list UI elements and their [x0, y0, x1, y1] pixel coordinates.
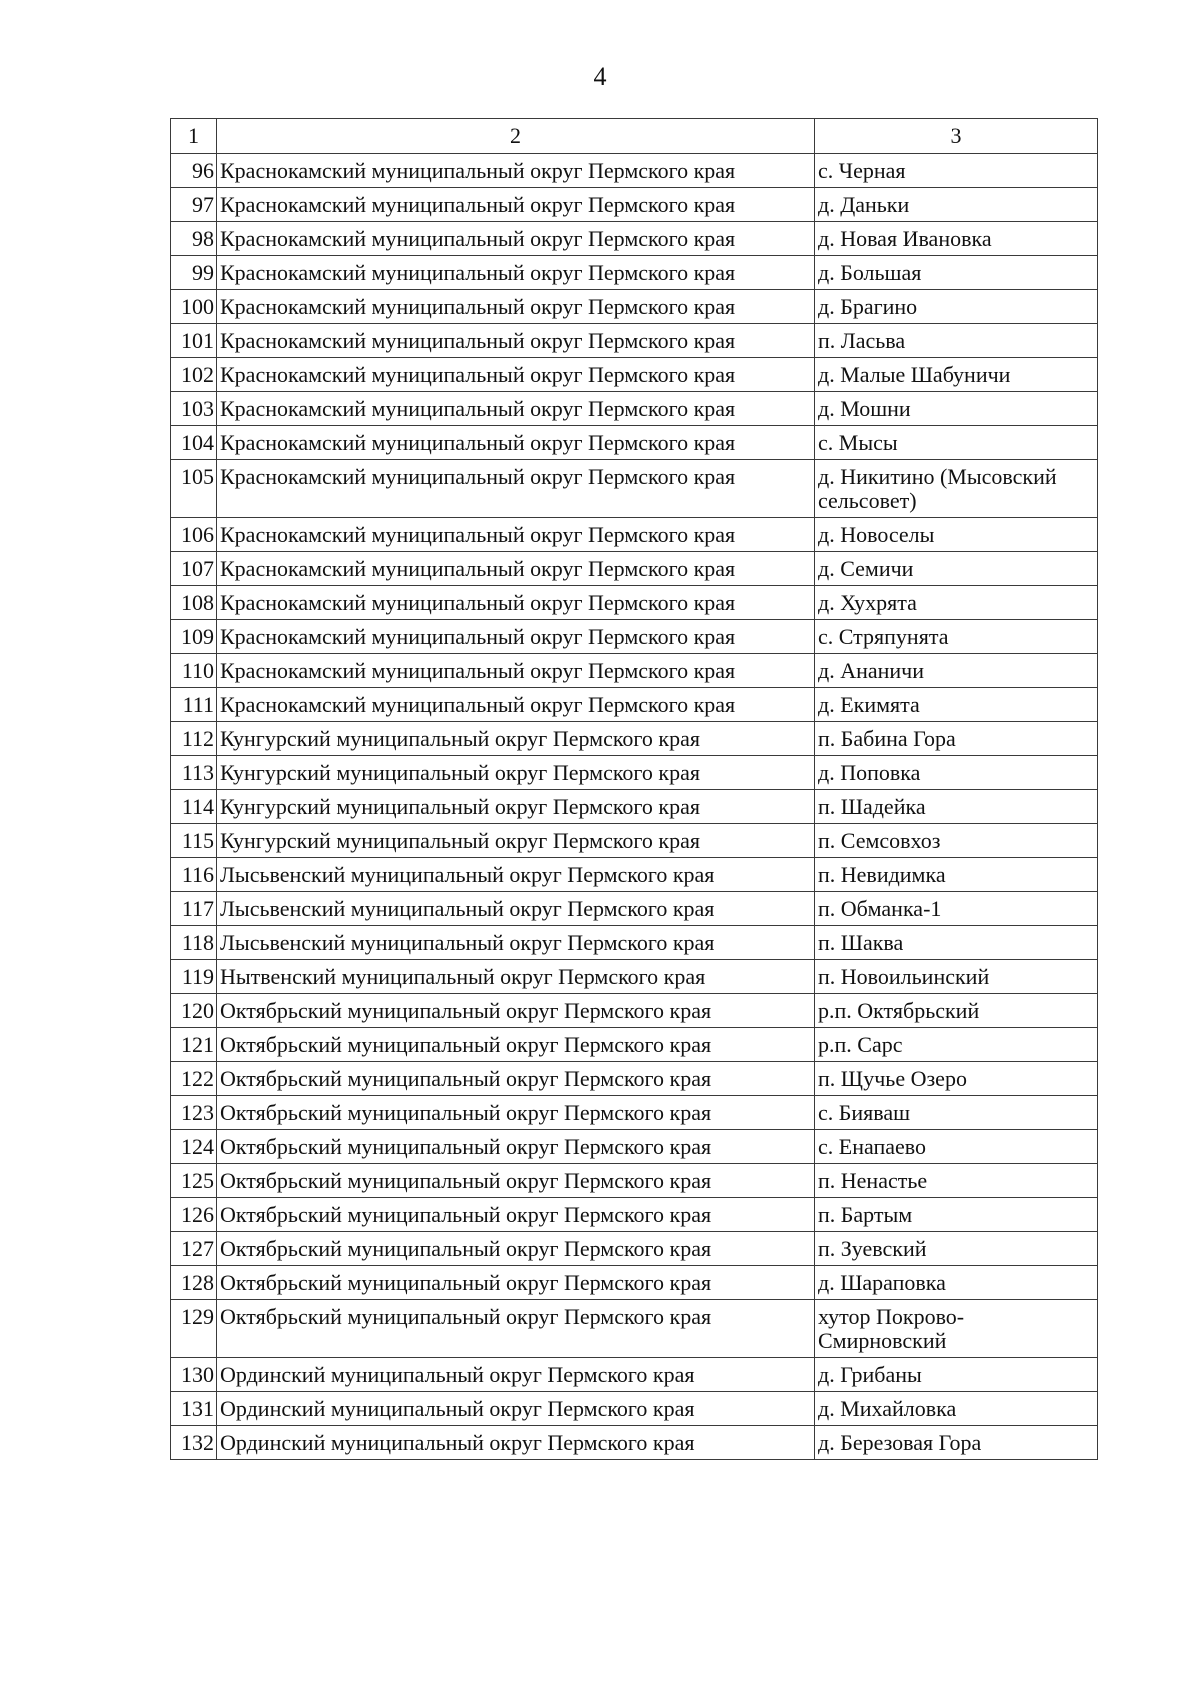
district-cell: Октябрьский муниципальный округ Пермского края [217, 1130, 815, 1164]
district-cell: Краснокамский муниципальный округ Пермского края [217, 154, 815, 188]
row-number-cell: 106 [171, 518, 217, 552]
settlement-cell: д. Шараповка [815, 1266, 1098, 1300]
row-number-cell: 100 [171, 290, 217, 324]
district-cell: Краснокамский муниципальный округ Пермского края [217, 552, 815, 586]
settlement-cell: д. Мошни [815, 392, 1098, 426]
row-number-cell: 126 [171, 1198, 217, 1232]
table-row [171, 688, 1098, 722]
district-cell: Краснокамский муниципальный округ Пермского края [217, 256, 815, 290]
settlement-cell: п. Ласьва [815, 324, 1098, 358]
row-number-cell: 118 [171, 926, 217, 960]
district-cell: Октябрьский муниципальный округ Пермского края [217, 1062, 815, 1096]
settlement-cell: п. Семсовхоз [815, 824, 1098, 858]
row-number-cell: 105 [171, 460, 217, 518]
row-number-cell: 121 [171, 1028, 217, 1062]
table-row [171, 1232, 1098, 1266]
table-row [171, 222, 1098, 256]
row-number-cell: 115 [171, 824, 217, 858]
row-number-cell: 96 [171, 154, 217, 188]
table-row [171, 892, 1098, 926]
column-header-number: 1 [171, 119, 217, 154]
settlement-cell: д. Малые Шабуничи [815, 358, 1098, 392]
district-cell: Краснокамский муниципальный округ Пермского края [217, 460, 815, 518]
row-number-cell: 98 [171, 222, 217, 256]
settlement-cell: д. Ананичи [815, 654, 1098, 688]
row-number-cell: 102 [171, 358, 217, 392]
district-cell: Ординский муниципальный округ Пермского края [217, 1426, 815, 1460]
table-row [171, 460, 1098, 518]
table-row [171, 790, 1098, 824]
district-cell: Краснокамский муниципальный округ Пермского края [217, 518, 815, 552]
district-cell: Лысьвенский муниципальный округ Пермского края [217, 926, 815, 960]
table-row [171, 1062, 1098, 1096]
row-number-cell: 104 [171, 426, 217, 460]
page-number: 4 [593, 62, 607, 91]
district-cell: Краснокамский муниципальный округ Пермского края [217, 358, 815, 392]
settlement-cell: д. Брагино [815, 290, 1098, 324]
settlement-cell: д. Даньки [815, 188, 1098, 222]
table-row [171, 1028, 1098, 1062]
row-number-cell: 114 [171, 790, 217, 824]
row-number-cell: 129 [171, 1300, 217, 1358]
row-number-cell: 111 [171, 688, 217, 722]
settlement-cell: п. Новоильинский [815, 960, 1098, 994]
settlement-cell: с. Бияваш [815, 1096, 1098, 1130]
table-row [171, 256, 1098, 290]
row-number-cell: 122 [171, 1062, 217, 1096]
table-row [171, 290, 1098, 324]
table-row [171, 358, 1098, 392]
district-cell: Октябрьский муниципальный округ Пермского края [217, 1198, 815, 1232]
row-number-cell: 124 [171, 1130, 217, 1164]
row-number-cell: 131 [171, 1392, 217, 1426]
table-header-row [171, 119, 1098, 154]
row-number-cell: 132 [171, 1426, 217, 1460]
district-cell: Краснокамский муниципальный округ Пермского края [217, 620, 815, 654]
table-row [171, 654, 1098, 688]
row-number-cell: 97 [171, 188, 217, 222]
district-cell: Лысьвенский муниципальный округ Пермского края [217, 858, 815, 892]
table-body [171, 154, 1098, 1460]
district-cell: Октябрьский муниципальный округ Пермского края [217, 1028, 815, 1062]
row-number-cell: 127 [171, 1232, 217, 1266]
row-number-cell: 123 [171, 1096, 217, 1130]
district-cell: Краснокамский муниципальный округ Пермского края [217, 392, 815, 426]
settlement-cell: п. Невидимка [815, 858, 1098, 892]
row-number-cell: 112 [171, 722, 217, 756]
settlement-cell: д. Березовая Гора [815, 1426, 1098, 1460]
table-row [171, 1392, 1098, 1426]
row-number-cell: 128 [171, 1266, 217, 1300]
table-row [171, 518, 1098, 552]
table-row [171, 392, 1098, 426]
settlement-cell: п. Бабина Гора [815, 722, 1098, 756]
settlement-cell: с. Енапаево [815, 1130, 1098, 1164]
settlement-cell: п. Зуевский [815, 1232, 1098, 1266]
settlement-cell: п. Бартым [815, 1198, 1098, 1232]
settlement-cell: п. Шадейка [815, 790, 1098, 824]
district-cell: Краснокамский муниципальный округ Пермского края [217, 586, 815, 620]
district-cell: Октябрьский муниципальный округ Пермского края [217, 1232, 815, 1266]
district-cell: Краснокамский муниципальный округ Пермского края [217, 222, 815, 256]
row-number-cell: 103 [171, 392, 217, 426]
settlement-cell: р.п. Сарс [815, 1028, 1098, 1062]
table-row [171, 1198, 1098, 1232]
district-cell: Нытвенский муниципальный округ Пермского края [217, 960, 815, 994]
table-row [171, 1300, 1098, 1358]
district-cell: Краснокамский муниципальный округ Пермского края [217, 290, 815, 324]
settlement-cell: д. Новоселы [815, 518, 1098, 552]
settlement-cell: р.п. Октябрьский [815, 994, 1098, 1028]
table-row [171, 926, 1098, 960]
district-cell: Лысьвенский муниципальный округ Пермского края [217, 892, 815, 926]
district-cell: Октябрьский муниципальный округ Пермского края [217, 1300, 815, 1358]
settlement-cell: с. Стряпунята [815, 620, 1098, 654]
district-cell: Кунгурский муниципальный округ Пермского края [217, 790, 815, 824]
table-row [171, 1164, 1098, 1198]
district-cell: Кунгурский муниципальный округ Пермского края [217, 756, 815, 790]
district-cell: Октябрьский муниципальный округ Пермского края [217, 1164, 815, 1198]
row-number-cell: 125 [171, 1164, 217, 1198]
settlement-cell: с. Мысы [815, 426, 1098, 460]
district-cell: Октябрьский муниципальный округ Пермского края [217, 994, 815, 1028]
table-row [171, 824, 1098, 858]
district-cell: Октябрьский муниципальный округ Пермского края [217, 1266, 815, 1300]
settlement-cell: д. Новая Ивановка [815, 222, 1098, 256]
table-row [171, 722, 1098, 756]
settlement-cell: д. Михайловка [815, 1392, 1098, 1426]
row-number-cell: 99 [171, 256, 217, 290]
table-row [171, 960, 1098, 994]
settlements-table [170, 118, 1098, 1460]
district-cell: Краснокамский муниципальный округ Пермского края [217, 654, 815, 688]
district-cell: Ординский муниципальный округ Пермского края [217, 1392, 815, 1426]
row-number-cell: 107 [171, 552, 217, 586]
district-cell: Краснокамский муниципальный округ Пермского края [217, 188, 815, 222]
settlement-cell: д. Хухрята [815, 586, 1098, 620]
table-row [171, 1130, 1098, 1164]
district-cell: Кунгурский муниципальный округ Пермского края [217, 722, 815, 756]
settlement-cell: п. Щучье Озеро [815, 1062, 1098, 1096]
district-cell: Ординский муниципальный округ Пермского края [217, 1358, 815, 1392]
row-number-cell: 119 [171, 960, 217, 994]
settlement-cell: с. Черная [815, 154, 1098, 188]
table-row [171, 858, 1098, 892]
table-row [171, 154, 1098, 188]
row-number-cell: 109 [171, 620, 217, 654]
table-row [171, 1096, 1098, 1130]
table-row [171, 552, 1098, 586]
settlement-cell: д. Никитино (Мысовский сельсовет) [815, 460, 1098, 518]
settlement-cell: д. Семичи [815, 552, 1098, 586]
table-row [171, 188, 1098, 222]
district-cell: Кунгурский муниципальный округ Пермского края [217, 824, 815, 858]
table-row [171, 1426, 1098, 1460]
column-header-district: 2 [217, 119, 815, 154]
settlement-cell: п. Шаква [815, 926, 1098, 960]
row-number-cell: 110 [171, 654, 217, 688]
district-cell: Краснокамский муниципальный округ Пермского края [217, 324, 815, 358]
column-header-settlement: 3 [815, 119, 1098, 154]
row-number-cell: 116 [171, 858, 217, 892]
settlement-cell: хутор Покрово-Смирновский [815, 1300, 1098, 1358]
settlement-cell: д. Грибаны [815, 1358, 1098, 1392]
row-number-cell: 101 [171, 324, 217, 358]
row-number-cell: 113 [171, 756, 217, 790]
district-cell: Октябрьский муниципальный округ Пермского края [217, 1096, 815, 1130]
table-row [171, 756, 1098, 790]
settlement-cell: п. Ненастье [815, 1164, 1098, 1198]
table-row [171, 1266, 1098, 1300]
settlement-cell: д. Екимята [815, 688, 1098, 722]
row-number-cell: 120 [171, 994, 217, 1028]
settlement-cell: п. Обманка-1 [815, 892, 1098, 926]
table-row [171, 324, 1098, 358]
settlement-cell: д. Поповка [815, 756, 1098, 790]
district-cell: Краснокамский муниципальный округ Пермского края [217, 688, 815, 722]
table-row [171, 586, 1098, 620]
row-number-cell: 108 [171, 586, 217, 620]
table-row [171, 994, 1098, 1028]
row-number-cell: 130 [171, 1358, 217, 1392]
settlement-cell: д. Большая [815, 256, 1098, 290]
row-number-cell: 117 [171, 892, 217, 926]
table-row [171, 1358, 1098, 1392]
table-row [171, 620, 1098, 654]
table-row [171, 426, 1098, 460]
district-cell: Краснокамский муниципальный округ Пермского края [217, 426, 815, 460]
